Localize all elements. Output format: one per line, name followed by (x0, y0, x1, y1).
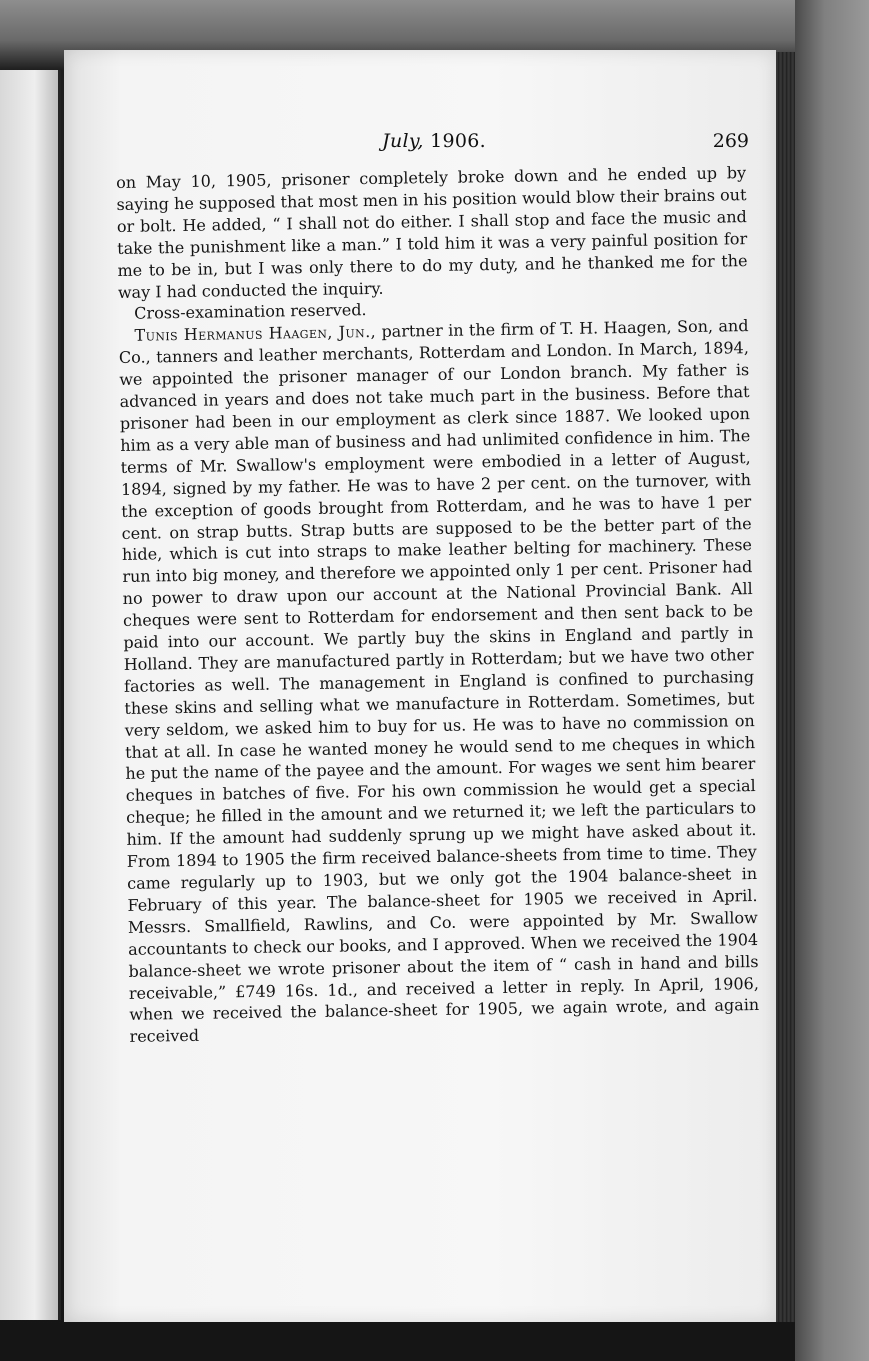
book-page (64, 50, 776, 1322)
witness-name: Tunis Hermanus Haagen, Jun., (134, 322, 377, 346)
background-surface (795, 0, 869, 1361)
running-head-year: 1906. (430, 130, 486, 152)
running-head-month: July, (382, 130, 424, 152)
page-stack-edge (775, 52, 795, 1322)
body-text (116, 162, 760, 1048)
witness-testimony-text: partner in the firm of T. H. Haagen, Son, and Co., tanners and leather merchants, Rotterdam and London. In March, 1894, we appointed the prisoner manager of our London branch. My father is advanced in years and does not take much part in the business. Before that prisoner had been in our employment as clerk since 1887. We looked upon him as a very able man of business and had unlimited confidence in him. The terms of Mr. Swallow's employment were embodied in a letter of August, 1894, signed by my father. He was to have 2 per cent. on the turnover, with the exception of goods brought from Rotterdam, and he was to have 1 per cent. on strap butts. Strap butts are supposed to be the better part of the hide, which is cut into straps to make leather belting for machinery. These run into big money, and therefore we appointed only 1 per cent. Prisoner had no power to draw upon our account at the National Provincial Bank. All cheques were sent to Rotterdam for endorsement and then sent back to be paid into our account. We partly buy the skins in England and partly in Holland. They are manufactured partly in Rotterdam; but we have two other factories as well. The management in England is confined to purchasing these skins and selling what we manufacture in Rotterdam. Sometimes, but very seldom, we asked him to buy for us. He was to have no commission on that at all. In case he wanted money he would send to me cheques in which he put the name of the payee and the amount. For wages we sent him bearer cheques in batches of five. For his own commission he would get a special cheque; he filled in the amount and we returned it; we left the particulars to him. If the amount had suddenly sprung up we might have asked about it. From 1894 to 1905 the firm received balance-sheets from time to time. They came regularly up to 1903, but we only got the 1904 balance-sheet in February of this year. The balance-sheet for 1905 we received in April. Messrs. Smallfield, Rawlins, and Co. were appointed by Mr. Swallow accountants to check our books, and I approved. When we received the 1904 balance-sheet we wrote prisoner about the item of “ cash in hand and bills receivable,” £749 16s. 1d., and received a letter in reply. In April, 1906, when we received the balance-sheet for 1905, we again wrote, and again received (118, 316, 760, 1047)
paragraph-cross-examination: Cross-examination reserved. (134, 300, 367, 324)
page-header (119, 130, 749, 160)
paragraph-witness-testimony (118, 315, 759, 1048)
page-number: 269 (712, 130, 749, 152)
running-head (119, 130, 749, 152)
paragraph-continuation: on May 10, 1905, prisoner completely broke down and he ended up by saying he supposed that most men in his position would blow their brains out or bolt. He added, “ I shall not do either. I shall stop and face the music and take the punishment like a man.” I told him it was a very painful position for me to be in, but I was only there to do my duty, and he thanked me for the way I had conducted the inquiry. (116, 163, 748, 302)
adjacent-page-edge (0, 70, 61, 1320)
